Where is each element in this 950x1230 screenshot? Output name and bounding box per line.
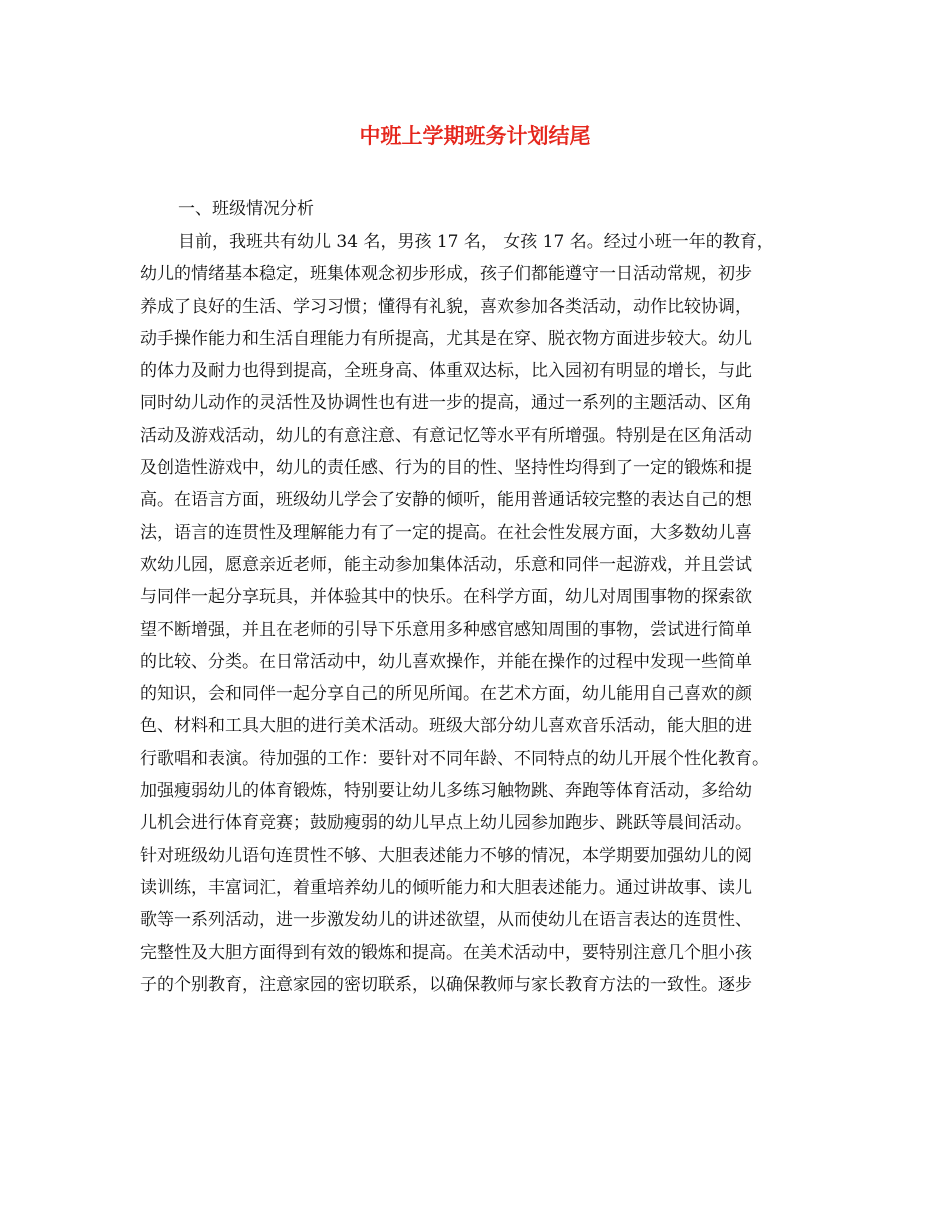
paragraph-line: 同时幼儿动作的灵活性及协调性也有进一步的提高，通过一系列的主题活动、区角 [140, 393, 752, 414]
paragraph-line: 幼儿的情绪基本稳定，班集体观念初步形成，孩子们都能遵守一日活动常规，初步 [140, 264, 752, 285]
paragraph-line: 望不断增强，并且在老师的引导下乐意用多种感官感知周围的事物，尝试进行简单 [140, 619, 752, 640]
paragraph-line: 的比较、分类。在日常活动中，幼儿喜欢操作，并能在操作的过程中发现一些简单 [140, 651, 752, 672]
paragraph-line: 针对班级幼儿语句连贯性不够、大胆表述能力不够的情况，本学期要加强幼儿的阅 [140, 845, 752, 866]
paragraph-line: 养成了良好的生活、学习习惯；懂得有礼貌，喜欢参加各类活动，动作比较协调， [140, 296, 752, 317]
section-heading: 一、班级情况分析 [178, 199, 314, 219]
paragraph-line: 加强瘦弱幼儿的体育锻炼，特别要让幼儿多练习触物跳、奔跑等体育活动，多给幼 [140, 781, 752, 802]
paragraph-line: 法，语言的连贯性及理解能力有了一定的提高。在社会性发展方面，大多数幼儿喜 [140, 522, 752, 543]
paragraph-line: 歌等一系列活动，进一步激发幼儿的讲述欲望，从而使幼儿在语言表达的连贯性、 [140, 910, 752, 931]
paragraph-line: 行歌唱和表演。待加强的工作：要针对不同年龄、不同特点的幼儿开展个性化教育。 [140, 748, 769, 769]
document-title: 中班上学期班务计划结尾 [359, 123, 591, 148]
paragraph-line: 与同伴一起分享玩具，并体验其中的快乐。在科学方面，幼儿对周围事物的探索欲 [140, 587, 752, 608]
paragraph-line: 高。在语言方面，班级幼儿学会了安静的倾听，能用普通话较完整的表达自己的想 [140, 490, 752, 511]
paragraph-line: 读训练，丰富词汇，着重培养幼儿的倾听能力和大胆表述能力。通过讲故事、读儿 [140, 877, 752, 898]
paragraph-line: 活动及游戏活动，幼儿的有意注意、有意记忆等水平有所增强。特别是在区角活动 [140, 425, 752, 446]
paragraph-line: 的体力及耐力也得到提高，全班身高、体重双达标，比入园初有明显的增长，与此 [140, 361, 752, 382]
paragraph-line: 及创造性游戏中，幼儿的责任感、行为的目的性、坚持性均得到了一定的锻炼和提 [140, 458, 752, 479]
paragraph-line: 儿机会进行体育竞赛；鼓励瘦弱的幼儿早点上幼儿园参加跑步、跳跃等晨间活动。 [140, 813, 752, 834]
paragraph-line: 动手操作能力和生活自理能力有所提高，尤其是在穿、脱衣物方面进步较大。幼儿 [140, 328, 752, 349]
paragraph-line: 色、材料和工具大胆的进行美术活动。班级大部分幼儿喜欢音乐活动，能大胆的进 [140, 716, 752, 737]
paragraph-line: 子的个别教育，注意家园的密切联系，以确保教师与家长教育方法的一致性。逐步 [140, 974, 752, 995]
body-paragraph [140, 226, 840, 1001]
paragraph-line: 欢幼儿园，愿意亲近老师，能主动参加集体活动，乐意和同伴一起游戏，并且尝试 [140, 554, 752, 575]
paragraph-line: 完整性及大胆方面得到有效的锻炼和提高。在美术活动中，要特别注意几个胆小孩 [140, 942, 752, 963]
paragraph-line: 的知识，会和同伴一起分享自己的所见所闻。在艺术方面，幼儿能用自己喜欢的颜 [140, 684, 752, 705]
paragraph-line: 目前，我班共有幼儿 34 名，男孩 17 名， 女孩 17 名。经过小班一年的教育， [178, 232, 774, 252]
